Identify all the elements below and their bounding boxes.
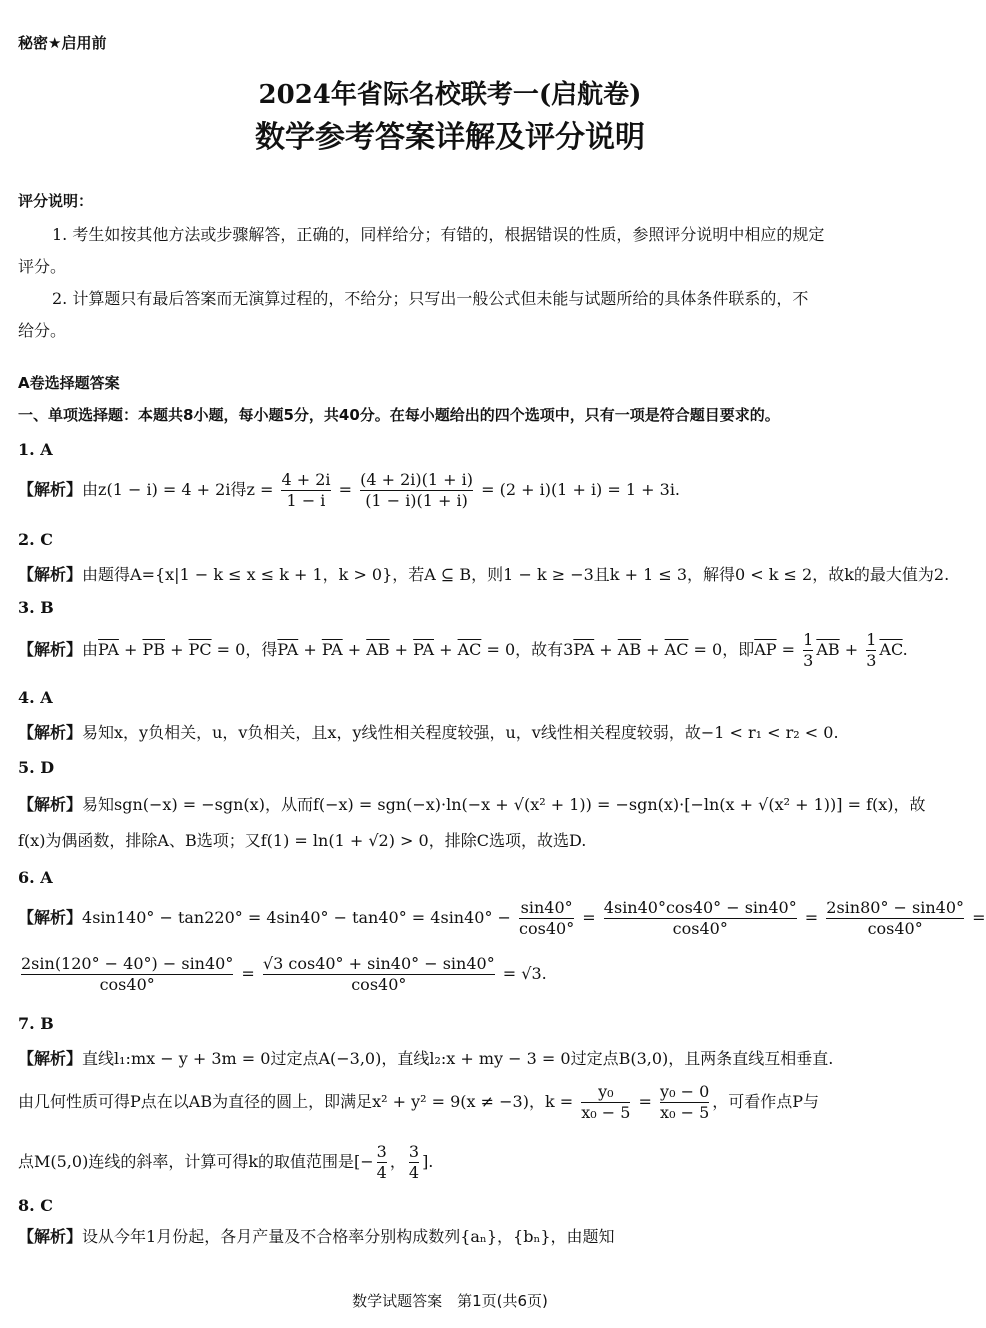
denominator: 4 (376, 1163, 387, 1182)
analysis-tag: 【解析】 (18, 1227, 83, 1246)
denominator: cos40° (519, 919, 575, 938)
fraction (263, 954, 495, 995)
answer-4: 4. A (18, 688, 53, 707)
answer-3: 3. B (18, 598, 54, 617)
answer-5: 5. D (18, 758, 55, 777)
solution-5-line-1: 易知sgn(−x) = −sgn(x)，从而f(−x) = sgn(−x)·ln(−x + √(x² + 1)) = −sgn(x)·[−ln(x + √(x² + 1))] = f(x)，故 (82, 795, 926, 814)
solution-7-line-3 (18, 1142, 433, 1183)
numerator: √3 cos40° + sin40° − sin40° (262, 954, 495, 973)
numerator: y₀ (598, 1082, 614, 1101)
denominator: x₀ − 5 (660, 1103, 710, 1122)
solution-3 (18, 630, 908, 671)
equals: = (799, 908, 824, 927)
solution-6-line-2 (18, 954, 547, 995)
text: 直线l₁:mx − y + 3m = 0过定点A(−3,0)，直线l₂:x + my − 3 = 0过定点B(3,0)，且两条直线互相垂直. (82, 1049, 834, 1068)
fraction (803, 630, 813, 671)
result: = √3. (497, 964, 547, 983)
exam-title: 2024年省际名校联考一(启航卷) (258, 80, 642, 110)
solution-5-line-2: f(x)为偶函数，排除A、B选项；又f(1) = ln(1 + √2) > 0，排除C选项，故选D. (18, 831, 587, 850)
equals: = (776, 640, 801, 659)
vector-ac: $\overline{AC}$ (879, 640, 903, 659)
plus: + (434, 640, 458, 659)
numerator: (4 + 2i)(1 + i) (360, 470, 473, 489)
vector-pa: $\overline{PA}$ (413, 640, 434, 659)
solution-2-text: 由题得A={x|1 − k ≤ x ≤ k + 1，k > 0}，若A ⊆ B，则1 − k ≥ −3且k + 1 ≤ 3，解得0 < k ≤ 2，故k的最大值为2. (82, 565, 950, 584)
equals-zero: = 0， (688, 640, 739, 659)
vector-pa: $\overline{PA}$ (277, 640, 299, 659)
solution-1 (18, 470, 680, 511)
numerator: 1 (803, 630, 814, 649)
numerator: 3 (408, 1142, 420, 1161)
analysis-tag: 【解析】 (18, 480, 83, 499)
analysis-tag: 【解析】 (18, 908, 83, 927)
solution-5 (18, 792, 926, 815)
solution-4-text: 易知x，y负相关，u，v负相关，且x，y线性相关程度较强，u，v线性相关程度较弱，故−1 < r₁ < r₂ < 0. (82, 723, 839, 742)
fraction (604, 898, 797, 939)
analysis-tag: 【解析】 (18, 640, 83, 659)
solution-7-line-2 (18, 1082, 819, 1123)
vector-pa: $\overline{PA}$ (573, 640, 595, 659)
plus: + (342, 640, 367, 659)
equals: = (236, 964, 260, 983)
scoring-rule-1-line-1: 1. 考生如按其他方法或步骤解答，正确的，同样给分；有错的，根据错误的性质，参照评分说明中相应的规定 (52, 225, 825, 244)
plus: + (165, 640, 189, 659)
analysis-tag: 【解析】 (18, 565, 83, 584)
single-choice-heading: 一、单项选择题：本题共8小题，每小题5分，共40分。在每小题给出的四个选项中，只有一项是符合题目要求的。 (18, 406, 780, 424)
text: 4sin140° − tan220° = 4sin40° − tan40° = 4sin40° − (82, 908, 517, 927)
text: ，可看作点P与 (712, 1092, 820, 1111)
vector-ap: $\overline{AP}$ (754, 640, 777, 659)
solution-1-result: = (2 + i)(1 + i) = 1 + 3i. (476, 480, 681, 499)
text: 即 (738, 640, 755, 659)
fraction (281, 470, 330, 511)
equals-zero: = 0， (481, 640, 532, 659)
equals: = (333, 480, 358, 499)
page-footer: 数学试题答案 第1页(共6页) (352, 1292, 548, 1310)
solution-1-text: 由z(1 − i) = 4 + 2i得z = (82, 480, 279, 499)
fraction (409, 1142, 419, 1183)
scoring-rule-2-line-2: 给分。 (18, 321, 67, 340)
numerator: 1 (866, 630, 877, 649)
analysis-tag: 【解析】 (18, 723, 83, 742)
document-title: 数学参考答案详解及评分说明 (255, 120, 645, 155)
denominator: cos40° (826, 918, 964, 939)
solution-6-line-1 (18, 898, 986, 939)
equals: = (577, 908, 601, 927)
fraction (581, 1082, 630, 1123)
fraction (360, 470, 473, 511)
comma: ， (389, 1152, 406, 1171)
vector-ac: $\overline{AC}$ (457, 640, 482, 659)
plus: + (641, 640, 665, 659)
scoring-rule-2-line-1: 2. 计算题只有最后答案而无演算过程的，不给分；只写出一般公式但未能与试题所给的具体条件联系的，不 (52, 289, 809, 308)
text: 由几何性质可得P点在以AB为直径的圆上，即满足x² + y² = 9(x ≠ −3)，k = (18, 1092, 579, 1111)
equals: = (633, 1092, 658, 1111)
fraction (660, 1082, 709, 1123)
plus: + (594, 640, 618, 659)
plus: + (389, 640, 414, 659)
section-a-heading: A卷选择题答案 (18, 374, 120, 392)
analysis-tag: 【解析】 (18, 1049, 83, 1068)
solution-7-line-1 (18, 1046, 833, 1069)
numerator: 4sin40°cos40° − sin40° (603, 898, 797, 917)
denominator: 3 (866, 651, 877, 670)
fraction (519, 898, 574, 939)
text: 得 (261, 640, 278, 659)
period: . (902, 640, 908, 659)
plus: + (839, 640, 864, 659)
text: ]. (422, 1152, 434, 1171)
solution-8-text: 设从今年1月份起，各月产量及不合格率分别构成数列{aₙ}，{bₙ}，由题知 (82, 1227, 615, 1246)
vector-pc: $\overline{PC}$ (188, 640, 212, 659)
plus: + (298, 640, 322, 659)
denominator: cos40° (604, 918, 797, 939)
denominator: 1 − i (281, 490, 330, 511)
numerator: 4 + 2i (281, 470, 331, 489)
answer-7: 7. B (18, 1014, 54, 1033)
answer-6: 6. A (18, 868, 53, 887)
numerator: 3 (376, 1142, 387, 1161)
answer-2: 2. C (18, 530, 54, 549)
text: 由 (82, 640, 99, 659)
answer-1: 1. A (18, 440, 53, 459)
vector-pa: $\overline{PA}$ (98, 640, 119, 659)
vector-pb: $\overline{PB}$ (142, 640, 165, 659)
fraction (866, 630, 876, 671)
numerator: 2sin(120° − 40°) − sin40° (21, 954, 234, 973)
solution-2 (18, 562, 949, 585)
text: 点M(5,0)连线的斜率，计算可得k的取值范围是[− (18, 1152, 374, 1171)
equals-zero: = 0， (211, 640, 262, 659)
confidential-mark: 秘密★启用前 (18, 34, 107, 52)
vector-ac: $\overline{AC}$ (664, 640, 689, 659)
denominator: cos40° (21, 974, 233, 995)
vector-ab: $\overline{AB}$ (816, 640, 840, 659)
solution-4 (18, 720, 839, 743)
scoring-heading: 评分说明： (18, 192, 94, 210)
numerator: 2sin80° − sin40° (826, 898, 965, 917)
denominator: cos40° (263, 974, 495, 995)
fraction (21, 954, 233, 995)
denominator: 4 (408, 1163, 420, 1182)
plus: + (118, 640, 143, 659)
fraction (826, 898, 964, 939)
text: 故有3 (531, 640, 574, 659)
answer-8: 8. C (18, 1196, 54, 1215)
analysis-tag: 【解析】 (18, 795, 83, 814)
fraction (377, 1142, 387, 1183)
numerator: sin40° (520, 898, 573, 917)
solution-8 (18, 1224, 615, 1247)
vector-ab: $\overline{AB}$ (366, 640, 390, 659)
scoring-rule-1-line-2: 评分。 (18, 257, 67, 276)
denominator: 3 (803, 651, 814, 670)
numerator: y₀ − 0 (660, 1082, 710, 1101)
denominator: x₀ − 5 (581, 1103, 631, 1122)
vector-ab: $\overline{AB}$ (617, 640, 642, 659)
equals: = (967, 908, 986, 927)
denominator: (1 − i)(1 + i) (360, 490, 473, 511)
vector-pa: $\overline{PA}$ (321, 640, 343, 659)
